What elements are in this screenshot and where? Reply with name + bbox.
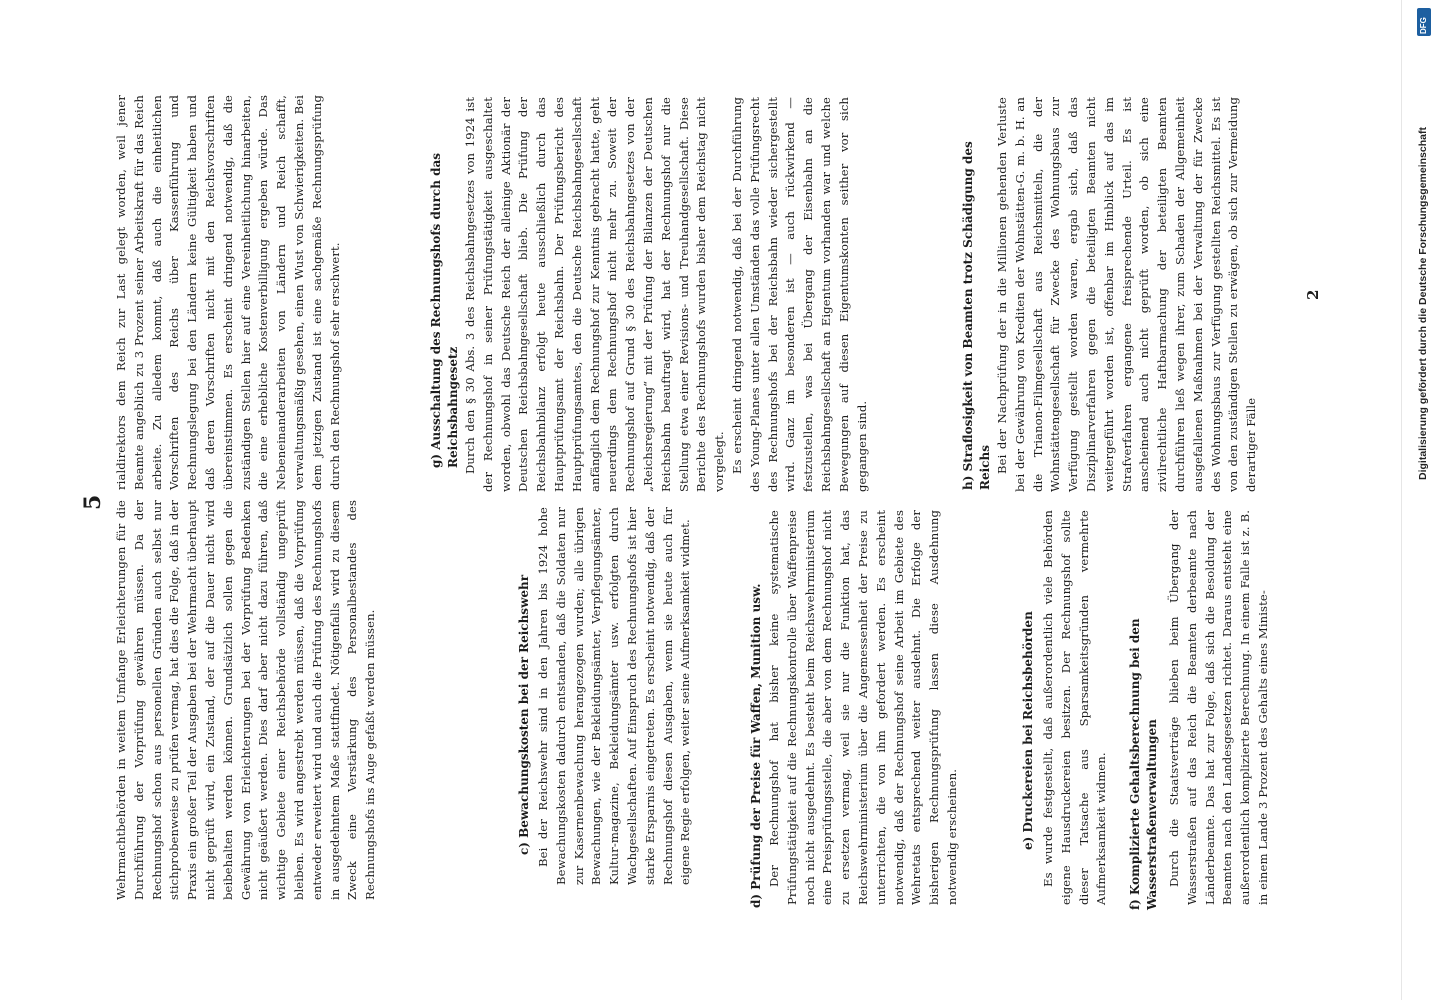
page-number-bottom: 2 [1304, 289, 1322, 300]
section-d-body [766, 510, 962, 905]
page-number-top: 5 [80, 494, 106, 510]
section-h-heading: h) Straflosigkeit von Beamten trotz Schädigung des Reichs [961, 141, 992, 490]
section-c-text: Bei der Reichswehr sind in den Jahren bis 1924 hohe Bewachungskosten dadurch entstanden, daß die Soldaten nur zur Kasernenbewachung herangezogen wurden; alle übrigen Bewachungen, wie der Bekleidungsämter, Verpflegungsämter, Kultur-magazine, Bekleidungsämter usw. erfolgten durch Wachgesellschaften. Auf Einspruch des Rechnungshofs ist hier starke Ersparnis eingetreten. Es erscheint notwendig, daß der Rechnungshof diesen Ausgaben, wenn sie heute auch für eigene Regie erfolgen, weiter seine Aufmerksamkeit widmet. [536, 507, 693, 885]
scan-edge [1401, 0, 1402, 1000]
section-e-body [1040, 510, 1111, 905]
right-intro-text: rialdirektors dem Reich zur Last gelegt worden, weil jener Beamte angeblich zu 3 Prozent seiner Arbeitskraft für das Reich arbeite. Zu alledem kommt, daß auch die einheitlichen Vorschriften des Reichs über Kassenführung und Rechnungslegung bei den Ländern keine Gültigkeit haben und daß deren Vorschriften nicht mit den Reichsvorschriften übereinstimmen. Es erscheint dringend notwendig, daß die zuständigen Stellen hier auf eine Vereinheitlichung hinarbeiten, die eine erhebliche Kostenverbilligung ergeben würde. Das Nebeneinanderarbeiten von Ländern und Reich schafft, verwaltungsmäßig gesehen, einen Wust von Schwierigkeiten. Bei dem jetzigen Zustand ist eine sachgemäße Rechnungsprüfung durch den Rechnungshof sehr erschwert. [114, 95, 342, 490]
section-f-text: Durch die Staatsverträge blieben beim Übergang der Wasserstraßen auf das Reich die Beamten derbeamte nach Länderbeamte. Das hat zur Folge, daß sich die Besoldung der Beamten nach den Landesgesetzen richtet. Daraus entsteht eine außerordentlich komplizierte Berechnung. In einem Falle ist z. B. in einem Lande 3 Prozent des Gehalts eines Ministe- [1167, 510, 1270, 905]
section-f-body [1166, 510, 1273, 905]
section-e-heading: e) Druckereien bei Reichsbehörden [1021, 611, 1035, 850]
section-h-body [994, 97, 1261, 492]
section-d-heading: d) Prüfung der Preise für Waffen, Munition usw. [749, 583, 763, 908]
section-h-text: Bei der Nachprüfung der in die Millionen gehenden Verluste bei der Gewährung von Krediten der Wohnstätten-G. m. b. H. an die Trianon-Filmgesellschaft aus Reichsmitteln, die der Wohnstättengesellschaft für Zwecke des Wohnungsbaus zur Verfügung gestellt worden waren, ergab sich, daß das Disziplinarverfahren gegen die beteiligten Beamten nicht weitergeführt worden ist, offenbar im Hinblick auf das im Strafverfahren ergangene freisprechende Urteil. Es ist anscheinend auch nicht geprüft worden, ob sich eine zivilrechtliche Haftbarmachung der beteiligten Beamten durchführen ließ wegen ihrer, zum Schaden der Allgemeinheit ausgefallenen Maßnahmen bei der Verwaltung der für Zwecke des Wohnungsbaus zur Verfügung gestellten Reichsmittel. Es ist von den zuständigen Stellen zu erwägen, ob sich zur Vermeidung derartiger Fälle [995, 97, 1259, 492]
section-e-text: Es wurde festgestellt, daß außerordentlich viele Behörden eigene Hausdruckereien besitzen. Der Rechnungshof sollte dieser Tatsache aus Sparsamkeitsgründen vermehrte Aufmerksamkeit widmen. [1041, 510, 1109, 905]
section-c-body [535, 507, 695, 885]
section-g-text-2: Es erscheint dringend notwendig, daß bei der Durchführung des Young-Planes unter allen Umständen das volle Prüfungsrecht des Rechnungshofs bei der Reichsbahn wieder sichergestellt wird. Ganz im besonderen ist — auch rückwirkend — festzustellen, was bei Übergang der Eisenbahn an die Reichsbahngesellschaft an Eigentum vorhanden war und welche Bewegungen auf diesen Eigentumskonten seither vor sich gegangen sind. [729, 97, 869, 492]
right-column-intro [113, 95, 344, 490]
section-c-heading: c) Bewachungskosten bei der Reichswehr [517, 574, 531, 855]
dfg-badge-label: DFG [1419, 17, 1428, 34]
section-f-heading: f) Komplizierte Gehaltsberechnung bei den Wasserstraßenverwaltungen [1128, 618, 1159, 910]
section-g-heading: g) Ausschaltung des Rechnungshofs durch das Reichsbahngesetz [429, 152, 460, 468]
left-column-intro [113, 500, 380, 900]
digitization-credit [1416, 20, 1430, 980]
section-g-body [462, 97, 871, 492]
left-intro-text: Wehrmachtbehörden in weitem Umfange Erleichterungen für die Durchführung der Vorprüfung gewähren müssen. Da der Rechnungshof schon aus personellen Gründen auch selbst nur stichprobenweise zu prüfen vermag, hat dies die Folge, daß in der Praxis ein großer Teil der Ausgaben bei der Wehrmacht überhaupt nicht geprüft wird, ein Zustand, der auf die Dauer nicht wird beibehalten werden können. Grundsätzlich sollen gegen die Gewährung von Erleichterungen bei der Vorprüfung Bedenken nicht geäußert werden. Dies darf aber nicht dazu führen, daß wichtige Gebiete einer Reichsbehörde vollständig ungeprüft bleiben. Es wird angestrebt werden müssen, daß die Vorprüfung entweder erweitert wird und auch die Prüfung des Rechnungshofs in ausgedehntem Maße stattfindet. Nötigenfalls wird zu diesem Zweck eine Verstärkung des Personalbestandes des Rechnungshofs ins Auge gefaßt werden müssen. [114, 500, 378, 900]
section-g-text: Durch den § 30 Abs. 3 des Reichsbahngesetzes von 1924 ist der Rechnungshof in seiner Prüfungstätigkeit ausgeschaltet worden, obwohl das Deutsche Reich der alleinige Aktionär der Deutschen Reichsbahngesellschaft blieb. Die Prüfung der Reichsbahnbilanz erfolgt heute ausschließlich durch das Hauptprüfungsamt der Reichsbahn. Der Prüfungsbericht des Hauptprüfungsamtes, den die Deutsche Reichsbahngesellschaft anfänglich dem Rechnungshof zur Kenntnis gebracht hatte, geht neuerdings dem Rechnungshof nicht mehr zu. Soweit der Rechnungshof auf Grund § 30 des Reichsbahngesetzes von der „Reichsregierung“ mit der Prüfung der Bilanzen der Deutschen Reichsbahn beauftragt wird, hat der Rechnungshof nur die Stellung etwa einer Revisions- und Treuhandgesellschaft. Diese Berichte des Rechnungshofs wurden bisher dem Reichstag nicht vorgelegt. [463, 97, 727, 492]
digitization-credit-text: Digitalisierung gefördert durch die Deutsche Forschungsgemeinschaft [1417, 127, 1429, 480]
section-d-text: Der Rechnungshof hat bisher keine systematische Prüfungstätigkeit auf die Rechnungskontrolle über Waffenpreise noch nicht ausgedehnt. Es besteht beim Reichswehrministerium eine Preisprüfungsstelle, die aber von dem Rechnungshof nicht zu ersetzen vermag, weil sie nur die Funktion hat, das Reichswehrministerium über die Angemessenheit der Preise zu unterrichten, die von ihm gefordert werden. Es erscheint notwendig, daß der Rechnungshof seine Arbeit im Gebiete des Wehretats entsprechend weiter ausdehnt. Die Erfolge der bisherigen Rechnungsprüfung lassen diese Ausdehnung notwendig erscheinen. [767, 510, 959, 905]
